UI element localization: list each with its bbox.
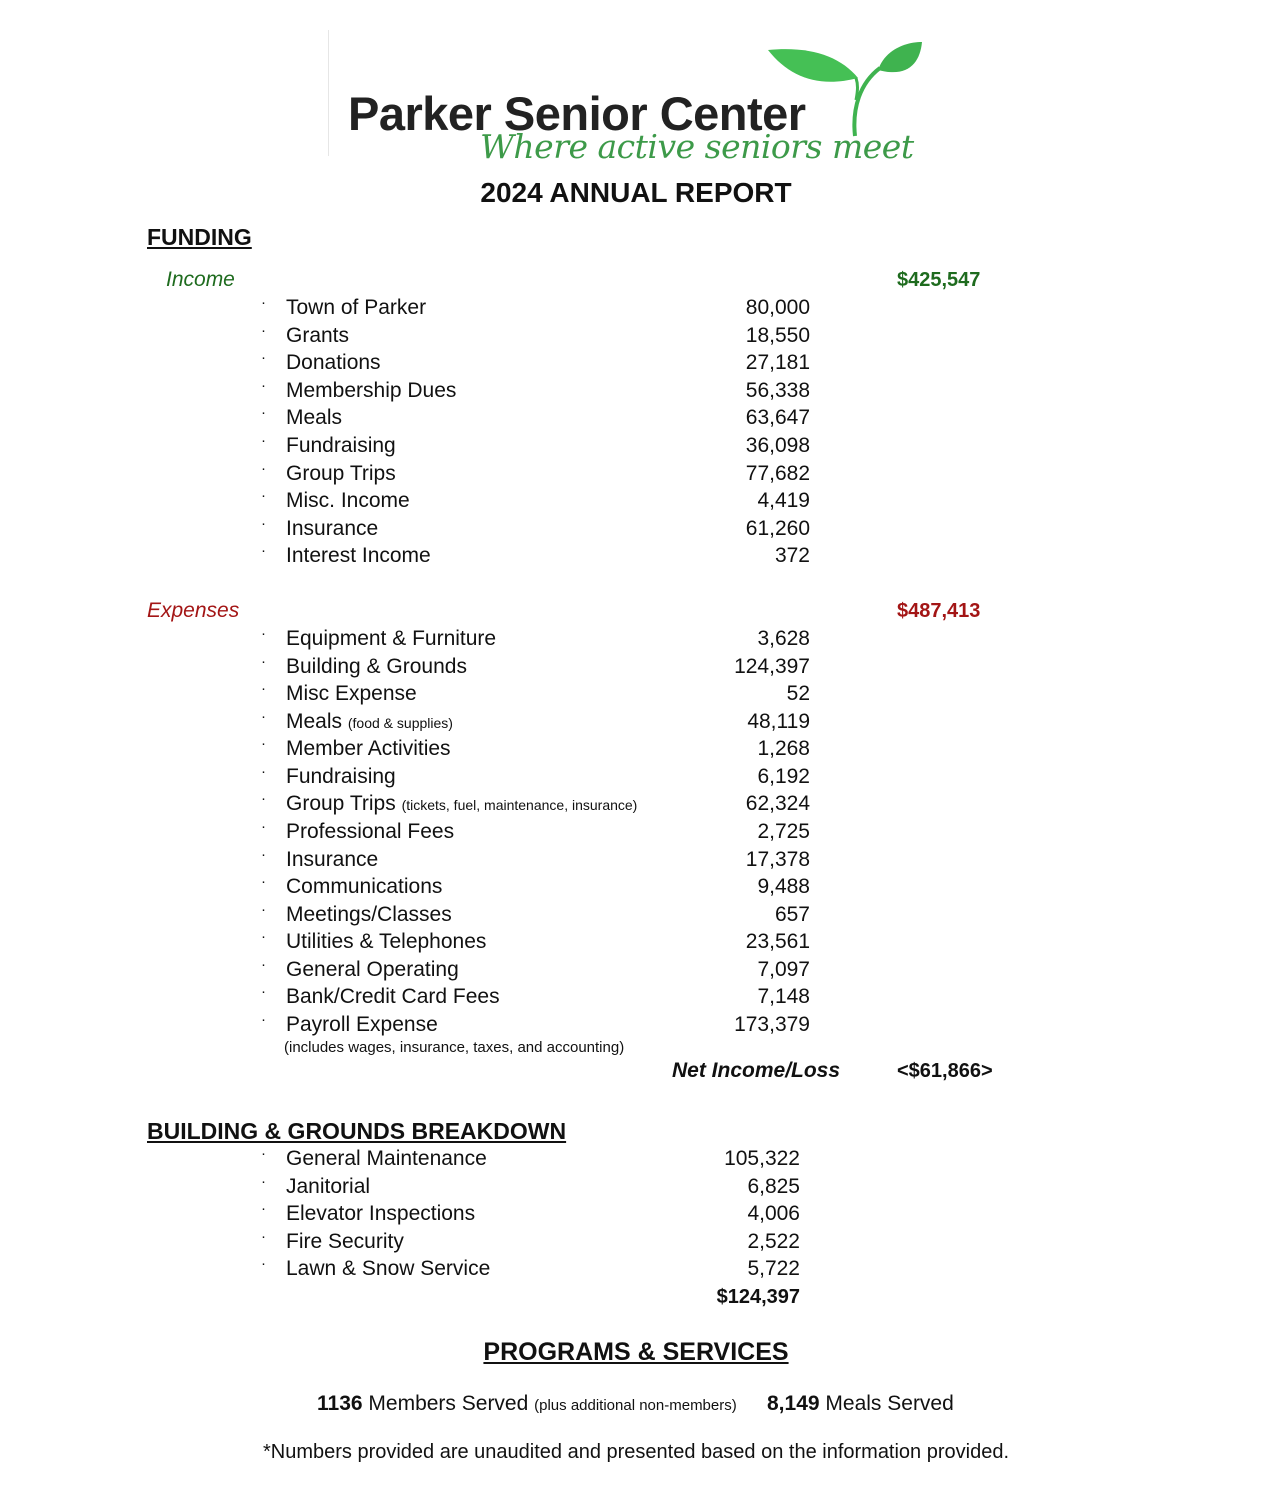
bullet-icon: · (261, 321, 266, 339)
logo-tagline: Where active seniors meet (480, 127, 914, 166)
item-name (286, 1202, 475, 1226)
bullet-icon: · (261, 432, 266, 449)
item-amount: 6,192 (757, 764, 810, 788)
members-label: Members Served (368, 1392, 529, 1415)
item-name (286, 737, 451, 761)
item-amount: 5,722 (747, 1257, 800, 1280)
item-amount: 52 (786, 682, 810, 706)
item-name (286, 517, 378, 541)
expenses-label: Expenses (147, 599, 240, 622)
item-label: Group Trips (286, 792, 396, 816)
list-item (0, 875, 1272, 903)
bullet-icon: · (261, 817, 266, 835)
item-name (286, 903, 452, 927)
list-item (0, 985, 1272, 1013)
bullet-icon: · (261, 349, 266, 367)
meals-count: 8,149 (767, 1392, 820, 1415)
bullet-icon: · (261, 1255, 266, 1272)
bullet-icon: · (261, 625, 266, 642)
item-name (286, 1257, 490, 1281)
logo-name: Parker Senior Center (348, 87, 806, 140)
list-item (0, 489, 1272, 517)
list-item (0, 459, 1272, 490)
list-item (0, 1227, 1272, 1258)
list-item (0, 1010, 1272, 1041)
item-label: Insurance (286, 516, 379, 540)
item-amount: 80,000 (745, 296, 810, 319)
item-amount: 62,324 (745, 792, 810, 816)
programs-stats (317, 1392, 737, 1416)
item-amount: 36,098 (745, 434, 810, 457)
bullet-icon: · (261, 900, 266, 918)
item-name (286, 875, 442, 899)
bullet-icon: · (261, 983, 266, 1001)
item-amount: 77,682 (745, 461, 810, 485)
item-note: (tickets, fuel, maintenance, insurance) (401, 797, 638, 814)
item-amount: 372 (774, 544, 810, 568)
item-amount: 17,378 (745, 847, 810, 871)
item-label: Donations (286, 351, 381, 375)
bullet-icon: · (261, 294, 266, 311)
bullet-icon: · (261, 735, 266, 753)
bullet-icon: · (261, 1200, 266, 1217)
item-label: Insurance (286, 847, 379, 871)
item-name (286, 434, 396, 458)
item-label: Elevator Inspections (286, 1202, 476, 1225)
item-name (286, 792, 637, 816)
item-amount: 48,119 (747, 709, 810, 733)
list-item (0, 406, 1272, 434)
bullet-icon: · (261, 1145, 266, 1162)
bullet-icon: · (261, 707, 266, 725)
list-item (0, 514, 1272, 545)
item-name (286, 351, 381, 375)
item-name (286, 820, 454, 844)
bullet-icon: · (261, 955, 266, 973)
item-amount: 2,725 (757, 819, 810, 843)
item-name (286, 627, 496, 651)
list-item (0, 900, 1272, 931)
item-name (286, 930, 486, 954)
item-amount: 7,097 (757, 957, 810, 981)
list-item (0, 1257, 1272, 1285)
bullet-icon: · (261, 514, 266, 532)
bullet-icon: · (261, 1172, 266, 1190)
building-heading: BUILDING & GROUNDS BREAKDOWN (147, 1118, 567, 1144)
members-count: 1136 (317, 1392, 363, 1415)
item-name (286, 848, 378, 872)
item-name (286, 1147, 487, 1171)
item-name (286, 489, 410, 513)
item-name (286, 682, 417, 706)
list-item (0, 792, 1272, 820)
list-item (0, 627, 1272, 655)
item-amount: 3,628 (757, 627, 810, 650)
item-label: Meals (286, 406, 343, 430)
item-name (286, 765, 396, 789)
item-label: Building & Grounds (286, 654, 467, 678)
bullet-icon: · (261, 1227, 266, 1245)
item-label: Payroll Expense (286, 1012, 438, 1036)
payroll-note: (includes wages, insurance, taxes, and accounting) (284, 1039, 625, 1056)
item-name (286, 1013, 438, 1037)
list-item (0, 296, 1272, 324)
item-name (286, 958, 459, 982)
item-label: Town of Parker (286, 296, 427, 319)
meals-label: Meals Served (825, 1392, 954, 1415)
footer-disclaimer: *Numbers provided are unaudited and presented based on the information provided. (262, 1441, 1010, 1463)
item-label: Misc Expense (286, 682, 417, 706)
item-label: Misc. Income (286, 489, 410, 513)
bullet-icon: · (261, 762, 266, 780)
item-amount: 1,268 (757, 737, 810, 761)
item-label: Group Trips (286, 461, 396, 485)
item-amount: 7,148 (757, 985, 810, 1009)
item-amount: 124,397 (734, 654, 810, 678)
item-label: Lawn & Snow Service (286, 1257, 491, 1280)
item-name (286, 462, 396, 486)
income-label: Income (166, 268, 235, 291)
bullet-icon: · (261, 376, 266, 394)
list-item (0, 652, 1272, 683)
bullet-icon: · (261, 652, 266, 670)
list-item (0, 351, 1272, 379)
logo-divider (328, 30, 329, 156)
list-item (0, 762, 1272, 793)
item-name (286, 324, 349, 348)
item-label: Fundraising (286, 764, 396, 788)
item-name (286, 544, 431, 568)
item-amount: 105,322 (724, 1147, 800, 1170)
item-label: Fundraising (286, 434, 396, 457)
list-item (0, 930, 1272, 958)
item-label: Fire Security (286, 1229, 404, 1253)
item-name (286, 1230, 404, 1254)
building-total: $124,397 (716, 1286, 800, 1308)
list-item (0, 845, 1272, 876)
bullet-icon: · (261, 680, 266, 698)
list-item (0, 544, 1272, 572)
item-label: Communications (286, 875, 443, 899)
item-name (286, 406, 342, 430)
item-label: Membership Dues (286, 378, 457, 402)
item-amount: 4,419 (757, 489, 810, 513)
item-amount: 6,825 (747, 1174, 800, 1198)
bullet-icon: · (261, 790, 266, 808)
item-label: Meetings/Classes (286, 902, 452, 926)
item-name (286, 710, 453, 734)
item-label: General Maintenance (286, 1147, 487, 1170)
bullet-icon: · (261, 873, 266, 891)
funding-heading: FUNDING (147, 224, 252, 250)
item-label: Professional Fees (286, 819, 455, 843)
bullet-icon: · (261, 404, 266, 422)
item-note: (food & supplies) (347, 714, 453, 731)
bullet-icon: · (261, 845, 266, 863)
page-title: 2024 ANNUAL REPORT (480, 177, 792, 208)
item-amount: 9,488 (757, 875, 810, 899)
item-label: Interest Income (286, 544, 431, 568)
bullet-icon: · (261, 459, 266, 477)
item-amount: 61,260 (745, 516, 810, 540)
net-income-label: Net Income/Loss (672, 1059, 841, 1082)
programs-heading: PROGRAMS & SERVICES (483, 1338, 789, 1366)
item-amount: 4,006 (747, 1202, 800, 1225)
list-item (0, 955, 1272, 986)
bullet-icon: · (261, 928, 266, 946)
list-item (0, 376, 1272, 407)
list-item (0, 1172, 1272, 1203)
item-name (286, 379, 456, 403)
item-amount: 2,522 (747, 1229, 800, 1253)
income-total: $425,547 (897, 269, 981, 291)
list-item (0, 817, 1272, 848)
list-item (0, 1202, 1272, 1230)
item-amount: 27,181 (745, 351, 810, 375)
logo (328, 30, 928, 166)
item-label: Member Activities (286, 737, 451, 761)
list-item (0, 1147, 1272, 1175)
bullet-icon: · (261, 1010, 266, 1028)
item-label: Bank/Credit Card Fees (286, 985, 500, 1009)
list-item (0, 434, 1272, 462)
expenses-total: $487,413 (897, 600, 981, 622)
item-name (286, 655, 467, 679)
item-label: Janitorial (286, 1174, 371, 1198)
list-item (0, 321, 1272, 352)
item-amount: 23,561 (745, 930, 810, 954)
bullet-icon: · (261, 487, 266, 505)
item-label: Equipment & Furniture (286, 627, 497, 650)
item-label: Grants (286, 323, 350, 347)
list-item (0, 682, 1272, 710)
list-item (0, 707, 1272, 738)
item-amount: 63,647 (745, 406, 810, 430)
bullet-icon: · (261, 542, 266, 560)
item-label: General Operating (286, 957, 459, 981)
item-label: Utilities & Telephones (286, 930, 487, 954)
item-amount: 657 (774, 902, 810, 926)
net-income-value: <$61,866> (897, 1060, 993, 1082)
members-note: (plus additional non-members) (534, 1397, 737, 1414)
item-name (286, 1175, 370, 1199)
list-item (0, 737, 1272, 765)
item-amount: 56,338 (745, 378, 810, 402)
item-name (286, 985, 500, 1009)
item-name (286, 296, 426, 320)
meals-stats (767, 1392, 954, 1416)
item-amount: 18,550 (745, 323, 810, 347)
item-amount: 173,379 (734, 1012, 810, 1036)
item-label: Meals (286, 709, 343, 733)
